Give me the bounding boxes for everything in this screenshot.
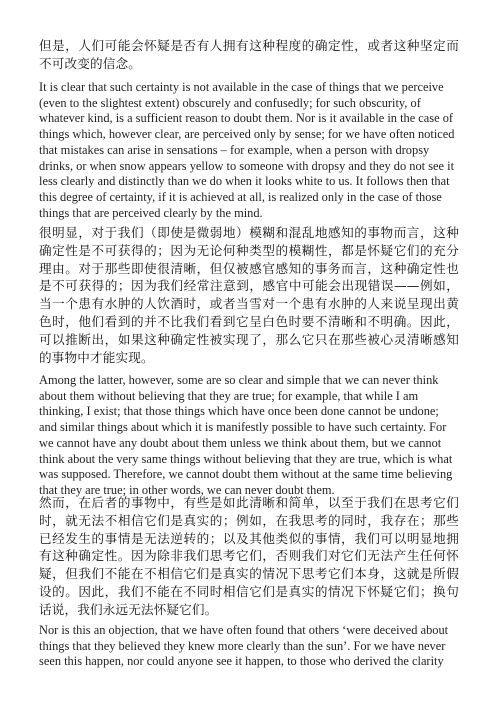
paragraph-zh-2: 很明显，对于我们（即使是微弱地）模糊和混乱地感知的事物而言，这种确定性是不可获得的；因为无论何种类型的模糊性，都是怀疑它们的充分理由。对于那些即使很清晰，但仅被感官感知的事务而言，这种确定性也是不可获得的；因为我们经常注意到，感官中可能会出现错误——例如，当一个患有水肿的人饮酒时，或者当雪对一个患有水肿的人来说呈现出黄色时，他们看到的并不比我们看到它呈白色时要不清晰和不明确。因此，可以推断出，如果这种确定性被实现了，那么它只在那些被心灵清晰感知的事物中才能实现。 — [39, 225, 459, 365]
paragraph-en-3: Nor is this an objection, that we have often found that others ‘were deceived about things that they believed they knew more clearly than the sun’. For we have never seen this happen, nor could anyone see it happen, to those who derived the clarity — [39, 623, 449, 669]
paragraph-en-2: Among the latter, however, some are so clear and simple that we can never think about them without believing that they are true; for example, that while I am thinking, I exist; that those things which have once been done cannot be undone; and similar things about which it is manifestly possible to have such certainty. For we cannot have any doubt about them unless we think about them, but we cannot think about the very same things without believing that they are true, which is what was supposed. Therefore, we cannot doubt them without at the same time believing that they are true; in other words, we can never doubt them. — [39, 373, 453, 497]
paragraph-zh-3: 然而，在后者的事物中，有些是如此清晰和简单，以至于我们在思考它们时，就无法不相信它们是真实的；例如，在我思考的同时，我存在；那些已经发生的事情是无法逆转的；以及其他类似的事情，我们可以明显地拥有这种确定性。因为除非我们思考它们，否则我们对它们无法产生任何怀疑，但我们不能在不相信它们是真实的情况下思考它们本身，这就是所假设的。因此，我们不能在不同时相信它们是真实的情况下怀疑它们；换句话说，我们永远无法怀疑它们。 — [39, 495, 459, 617]
paragraph-en-1: It is clear that such certainty is not available in the case of things that we perceive (even to the slightest extent) obscurely and confusedly; for such obscurity, of whatever kind, is a sufficient reason to doubt them. Nor is it available in the case of things which, however clear, are perceived only by sense; for we have often noticed that mistakes can arise in sensations – for example, when a person with dropsy drinks, or when snow appears yellow to someone with dropsy and they do not see it less clearly and distinctly than we do when it looks white to us. It follows then that this degree of certainty, if it is achieved at all, is realized only in the case of those things that are perceived clearly by the mind. — [39, 80, 455, 220]
paragraph-zh-1: 但是，人们可能会怀疑是否有人拥有这种程度的确定性，或者这种坚定而不可改变的信念。 — [39, 38, 459, 71]
